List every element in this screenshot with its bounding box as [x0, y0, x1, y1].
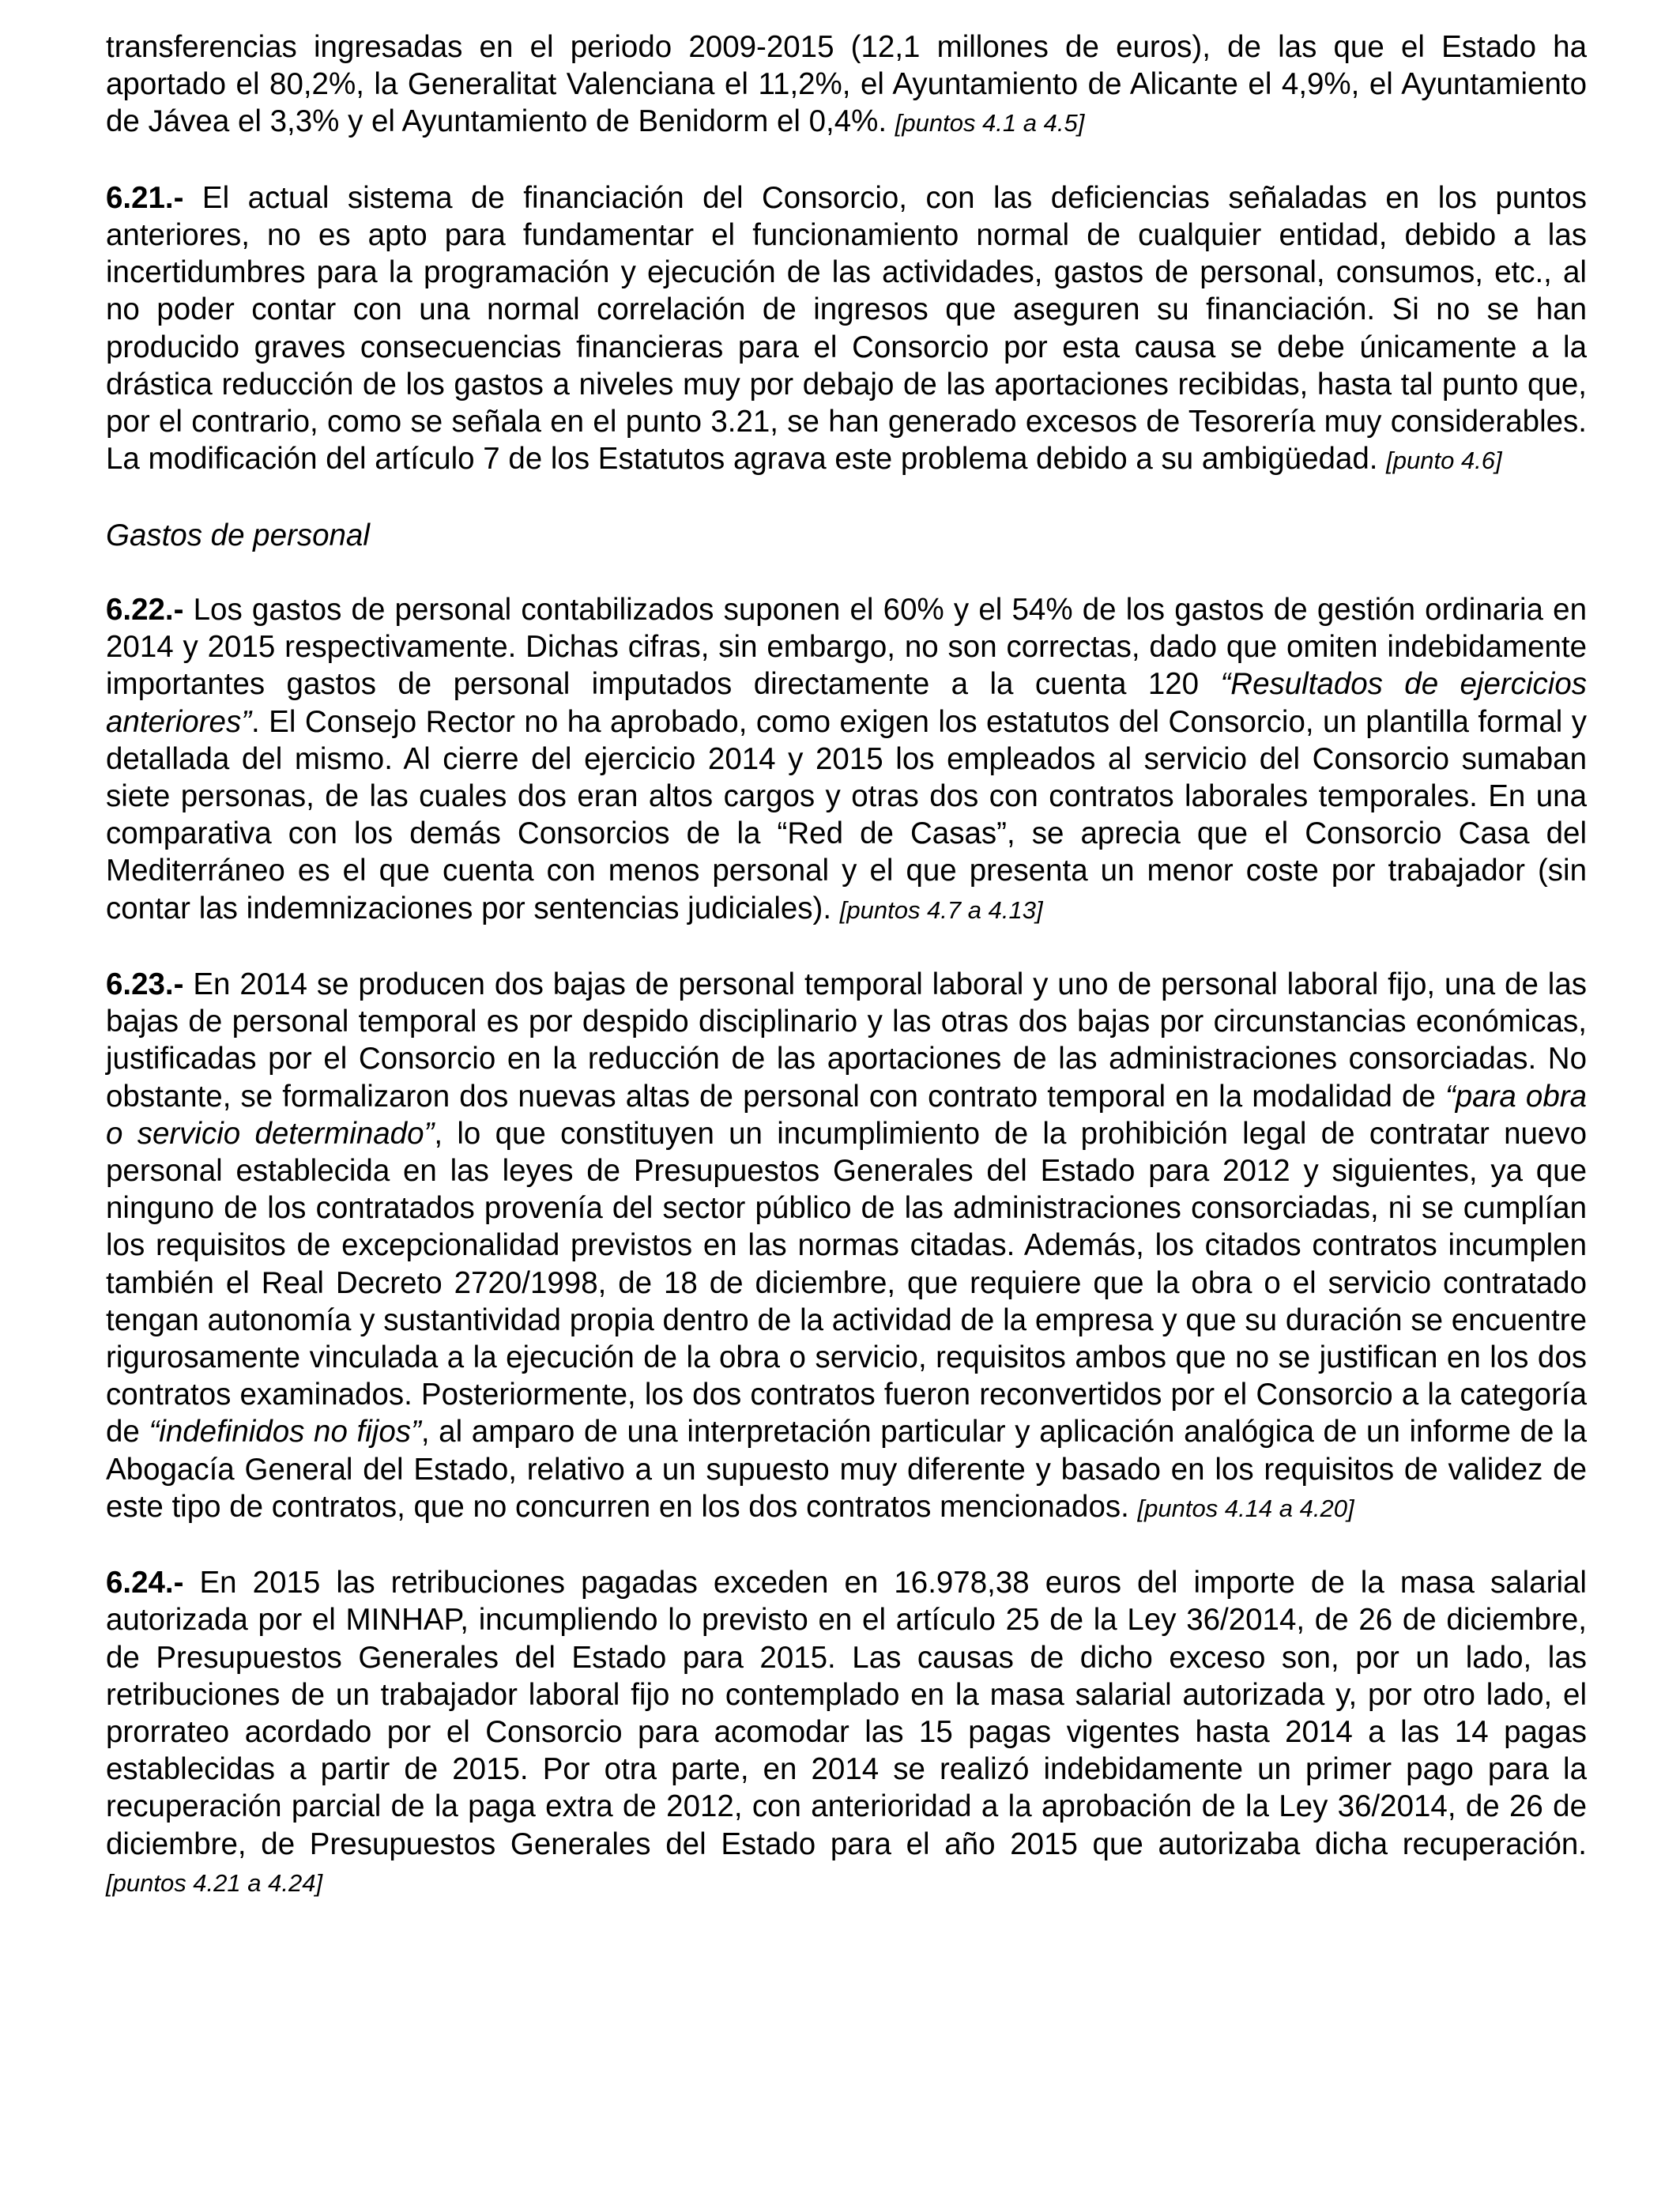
paragraph-6-24 [106, 1564, 1587, 1902]
paragraph-6-22 [106, 591, 1587, 929]
paragraph-reference: [punto 4.6] [1386, 447, 1502, 475]
paragraph-text: En 2015 las retribuciones pagadas exceden en 16.978,38 euros del importe de la masa salarial autorizada por el MINHAP, incumpliendo lo previsto en el artículo 25 de la Ley 36/2014, de 26 de diciembre, de Presupuestos Generales del Estado para 2015. Las causas de dicho exceso son, por un lado, las retribuciones de un trabajador laboral fijo no contemplado en la masa salarial autorizada y, por otro lado, el prorrateo acordado por el Consorcio para acomodar las 15 pagas vigentes hasta 2014 a las 14 pagas establecidas a partir de 2015. Por otra parte, en 2014 se realizó indebidamente un primer pago para la recuperación parcial de la paga extra de 2012, con anterioridad a la aprobación de la Ley 36/2014, de 26 de diciembre, de Presupuestos Generales del Estado para el año 2015 que autorizaba dicha recuperación. [106, 1566, 1587, 1861]
paragraph-quote: “para obra o servicio determinado” [106, 1079, 1587, 1151]
paragraph-number: 6.22.- [106, 593, 184, 627]
paragraph-reference: [puntos 4.14 a 4.20] [1137, 1494, 1354, 1522]
paragraph-6-21 [106, 179, 1587, 480]
paragraph-text: , lo que constituyen un incumplimiento de la prohibición legal de contratar nuevo personal establecida en las leyes de Presupuestos Generales del Estado para 2012 y siguientes, ya que ninguno de los contratados provenía del sector público de las administraciones consorciadas, ni se cumplían los requisitos de excepcionalidad previstos en las normas citadas. Además, los citados contratos incumplen también el Real Decreto 2720/1998, de 18 de diciembre, que requiere que la obra o el servicio contratado tengan autonomía y sustantividad propia dentro de la actividad de la empresa y que su duración se encuentre rigurosamente vinculada a la ejecución de la obra o servicio, requisitos ambos que no se justifican en los dos contratos examinados. Posteriormente, los dos contratos fueron reconvertidos por el Consorcio a la categoría de [106, 1116, 1587, 1449]
paragraph-text: El actual sistema de financiación del Consorcio, con las deficiencias señaladas en los puntos anteriores, no es apto para fundamentar el funcionamiento normal de cualquier entidad, debido a las incertidumbres para la programación y ejecución de las actividades, gastos de personal, consumos, etc., al no poder contar con una normal correlación de ingresos que aseguren su financiación. Si no se han producido graves consecuencias financieras para el Consorcio por esta causa se debe únicamente a la drástica reducción de los gastos a niveles muy por debajo de las aportaciones recibidas, hasta tal punto que, por el contrario, como se señala en el punto 3.21, se han generado excesos de Tesorería muy considerables. La modificación del artículo 7 de los Estatutos agrava este problema debido a su ambigüedad. [106, 180, 1587, 477]
paragraph-quote: “indefinidos no fijos” [149, 1415, 421, 1449]
paragraph-reference: [puntos 4.21 a 4.24] [106, 1868, 323, 1897]
paragraph-text: transferencias ingresadas en el periodo 2009-2015 (12,1 millones de euros), de las que el Estado ha aportado el 80,2%, la Generalitat Valenciana el 11,2%, el Ayuntamiento de Alicante el 4,9%, el Ayuntamiento de Jávea el 3,3% y el Ayuntamiento de Benidorm el 0,4%. [106, 30, 1587, 139]
paragraph-number: 6.24.- [106, 1566, 184, 1600]
paragraph-number: 6.23.- [106, 967, 184, 1002]
paragraph-text: En 2014 se producen dos bajas de personal temporal laboral y uno de personal laboral fijo, una de las bajas de personal temporal es por despido disciplinario y las otras dos bajas por circunstancias económicas, justificadas por el Consorcio en la reducción de las aportaciones de las administraciones consorciadas. No obstante, se formalizaron dos nuevas altas de personal con contrato temporal en la modalidad de [106, 967, 1587, 1114]
paragraph-text: , al amparo de una interpretación particular y aplicación analógica de un informe de la Abogacía General del Estado, relativo a un supuesto muy diferente y basado en los requisitos de validez de este tipo de contratos, que no concurren en los dos contratos mencionados. [106, 1415, 1587, 1524]
paragraph-text: Los gastos de personal contabilizados suponen el 60% y el 54% de los gastos de gestión ordinaria en 2014 y 2015 respectivamente. Dichas cifras, sin embargo, no son correctas, dado que omiten indebidamente importantes gastos de personal imputados directamente a la cuenta 120 [106, 593, 1587, 702]
paragraph-continuation [106, 28, 1587, 142]
paragraph-reference: [puntos 4.7 a 4.13] [839, 895, 1043, 924]
paragraph-quote: “Resultados de ejercicios anteriores” [106, 667, 1587, 739]
document-page [106, 28, 1587, 1939]
paragraph-text: . El Consejo Rector no ha aprobado, como exigen los estatutos del Consorcio, un plantilla formal y detallada del mismo. Al cierre del ejercicio 2014 y 2015 los empleados al servicio del Consorcio sumaban siete personas, de las cuales dos eran altos cargos y otras dos con contratos laborales temporales. En una comparativa con los demás Consorcios de la “Red de Casas”, se aprecia que el Consorcio Casa del Mediterráneo es el que cuenta con menos personal y el que presenta un menor coste por trabajador (sin contar las indemnizaciones por sentencias judiciales). [106, 704, 1587, 925]
paragraph-reference: [puntos 4.1 a 4.5] [895, 109, 1085, 138]
section-heading: Gastos de personal [106, 518, 370, 552]
paragraph-6-23 [106, 966, 1587, 1527]
paragraph-number: 6.21.- [106, 180, 184, 215]
